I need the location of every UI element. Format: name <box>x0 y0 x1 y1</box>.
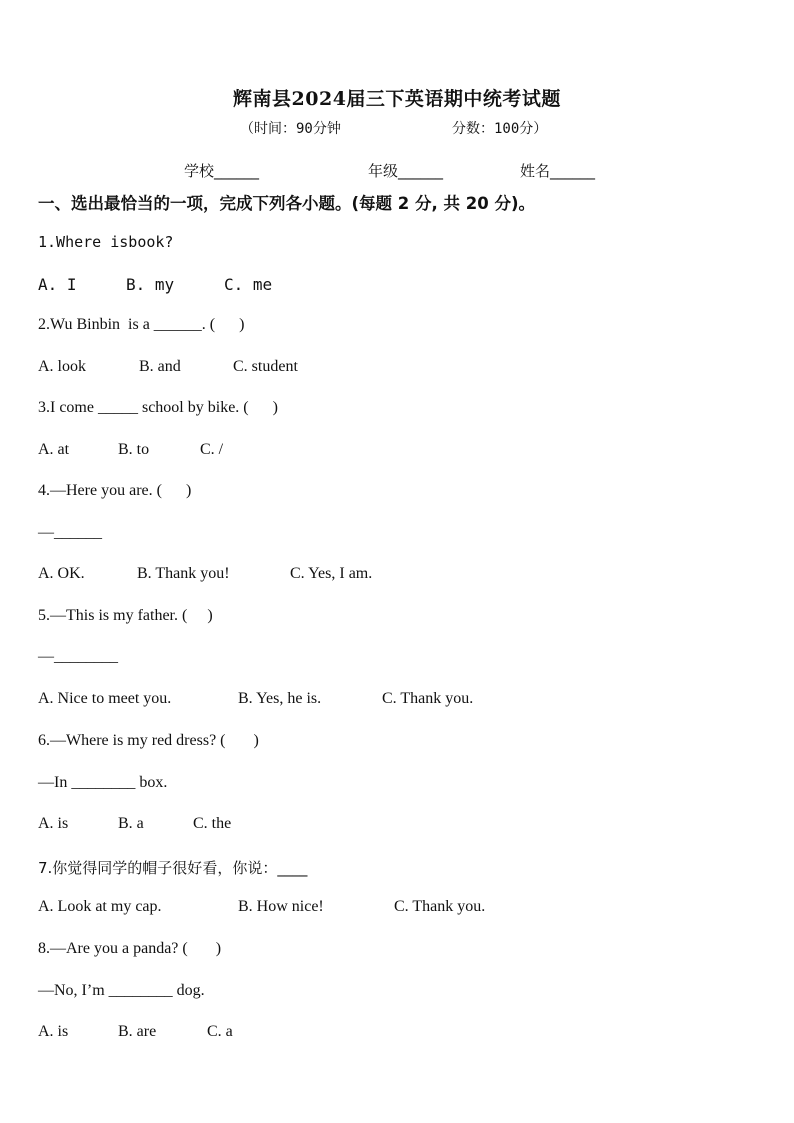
q3-option-c: C. / <box>200 441 224 458</box>
q7-option-c: C. Thank you. <box>394 898 486 915</box>
exam-time: （时间：90分钟 <box>240 121 341 137</box>
q6-option-b: B. a <box>118 815 144 832</box>
q5-option-a: A. Nice to meet you. <box>38 690 172 707</box>
q2-option-b: B. and <box>139 358 181 375</box>
q5-option-b: B. Yes, he is. <box>238 690 322 707</box>
q7-option-a: A. Look at my cap. <box>38 898 162 915</box>
question-4: 4.—Here you are. ( ) <box>38 482 192 499</box>
question-5: 5.—This is my father. ( ) <box>38 607 213 624</box>
q8-option-a: A. is <box>38 1023 69 1040</box>
question-7: 7.你觉得同学的帽子很好看，你说：____ <box>38 859 308 877</box>
question-6: 6.—Where is my red dress? ( ) <box>38 732 259 749</box>
q2-option-c: C. student <box>233 358 298 375</box>
q3-option-a: A. at <box>38 441 70 458</box>
q3-option-b: B. to <box>118 441 150 458</box>
name-field: 姓名______ <box>520 162 596 180</box>
q8-option-b: B. are <box>118 1023 157 1040</box>
question-3: 3.I come _____ school by bike. ( ) <box>38 399 278 416</box>
exam-score: 分数：100分） <box>452 121 548 137</box>
grade-field: 年级______ <box>368 162 444 180</box>
question-6-answer-line: —In ________ box. <box>38 774 168 791</box>
q5-option-c: C. Thank you. <box>382 690 474 707</box>
q1-option-b: B. my <box>126 275 175 294</box>
q6-option-c: C. the <box>193 815 232 832</box>
question-5-answer-line: —________ <box>38 648 118 665</box>
exam-title: 辉南县2024届三下英语期中统考试题 <box>233 88 561 110</box>
q8-option-c: C. a <box>207 1023 233 1040</box>
section-heading: 一、选出最恰当的一项，完成下列各小题。(每题 2 分, 共 20 分)。 <box>38 194 536 213</box>
q4-option-b: B. Thank you! <box>137 565 230 582</box>
question-8-answer-line: —No, I’m ________ dog. <box>38 982 205 999</box>
q1-option-c: C. me <box>224 275 273 294</box>
school-field: 学校______ <box>184 162 260 180</box>
q4-option-c: C. Yes, I am. <box>290 565 373 582</box>
q1-option-a: A. I <box>38 275 77 294</box>
question-1: 1.Where isbook? <box>38 233 174 251</box>
q4-option-a: A. OK. <box>38 565 85 582</box>
question-4-answer-line: —______ <box>38 524 102 541</box>
q6-option-a: A. is <box>38 815 69 832</box>
question-8: 8.—Are you a panda? ( ) <box>38 940 222 957</box>
q2-option-a: A. look <box>38 358 86 375</box>
q7-option-b: B. How nice! <box>238 898 324 915</box>
question-2: 2.Wu Binbin is a ______. ( ) <box>38 316 245 333</box>
